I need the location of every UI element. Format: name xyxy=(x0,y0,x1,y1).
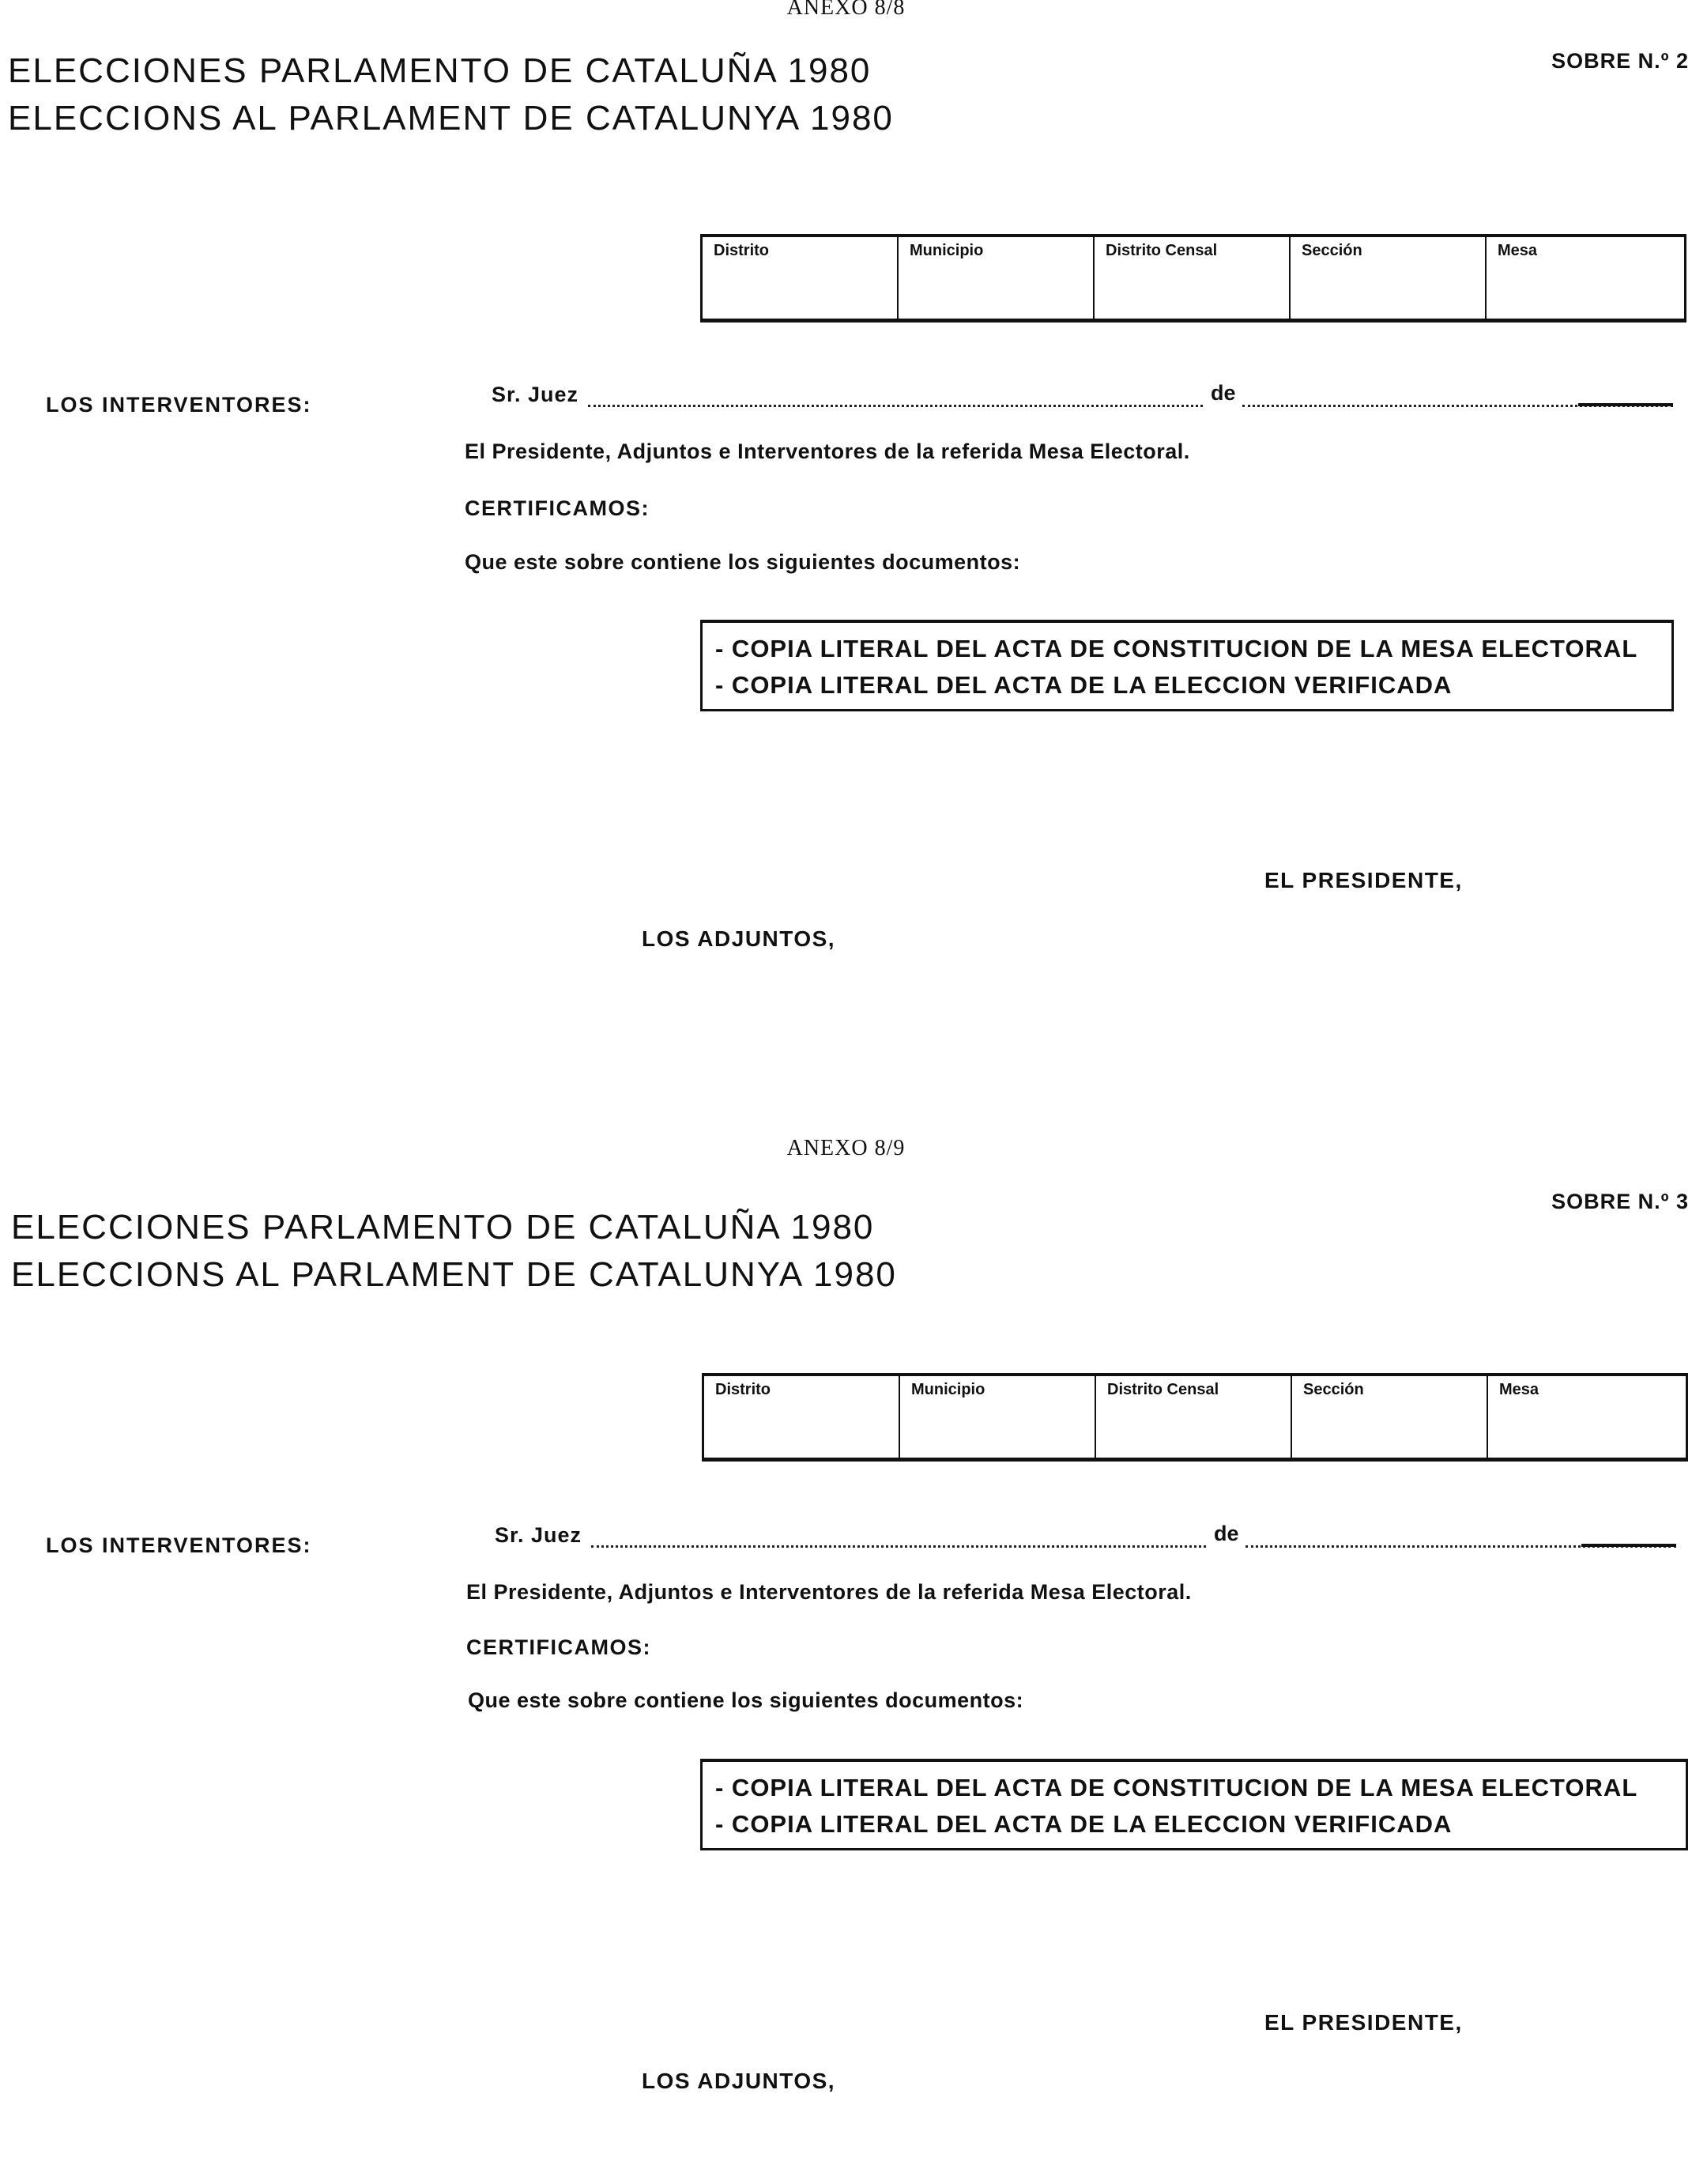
form-title xyxy=(11,1204,897,1299)
juez-blank-line xyxy=(588,405,1203,407)
field-distrito-censal: Distrito Censal xyxy=(1095,237,1291,319)
certificamos: CERTIFICAMOS: xyxy=(466,1635,651,1659)
de-blank-line xyxy=(1245,1545,1676,1548)
juez-label: Sr. Juez xyxy=(495,1523,582,1547)
document-item: - COPIA LITERAL DEL ACTA DE CONSTITUCION DE LA MESA ELECTORAL xyxy=(715,1774,1638,1801)
title-line-catalan: ELECCIONS AL PARLAMENT DE CATALUNYA 1980 xyxy=(11,1255,897,1294)
de-label: de xyxy=(1211,381,1236,405)
anexo-label: ANEXO 8/8 xyxy=(786,0,906,20)
sobre-number: SOBRE N.º 2 xyxy=(1551,49,1689,73)
de-label: de xyxy=(1214,1522,1239,1545)
field-mesa: Mesa xyxy=(1499,1381,1539,1398)
title-line-spanish: ELECCIONES PARLAMENTO DE CATALUÑA 1980 xyxy=(11,1208,875,1247)
interventores-label: LOS INTERVENTORES: xyxy=(46,393,312,417)
juez-row xyxy=(492,383,1677,414)
juez-blank-line xyxy=(591,1545,1206,1548)
president-line: El Presidente, Adjuntos e Interventores de la referida Mesa Electoral. xyxy=(465,439,1190,463)
adjuntos-signature-label: LOS ADJUNTOS, xyxy=(642,2069,836,2093)
presidente-signature-label: EL PRESIDENTE, xyxy=(1264,868,1463,892)
title-line-catalan: ELECCIONS AL PARLAMENT DE CATALUNYA 1980 xyxy=(8,99,894,138)
contents-line: Que este sobre contiene los siguientes documentos: xyxy=(465,550,1021,574)
presidente-signature-label: EL PRESIDENTE, xyxy=(1264,2010,1463,2035)
identification-table xyxy=(700,234,1686,323)
certificamos: CERTIFICAMOS: xyxy=(465,496,650,520)
juez-row xyxy=(495,1523,1680,1555)
contents-line: Que este sobre contiene los siguientes documentos: xyxy=(468,1688,1024,1712)
field-distrito: Distrito xyxy=(704,1376,900,1458)
identification-table xyxy=(702,1373,1688,1462)
adjuntos-signature-label: LOS ADJUNTOS, xyxy=(642,926,836,951)
form-anexo-8-8 xyxy=(0,0,1692,1043)
documents-box xyxy=(700,1759,1688,1850)
title-line-spanish: ELECCIONES PARLAMENTO DE CATALUÑA 1980 xyxy=(8,51,872,90)
anexo-label: ANEXO 8/9 xyxy=(786,1136,906,1160)
president-line: El Presidente, Adjuntos e Interventores de la referida Mesa Electoral. xyxy=(466,1580,1192,1604)
form-anexo-8-9 xyxy=(0,1136,1692,2184)
field-mesa: Mesa xyxy=(1498,242,1538,259)
de-blank-line xyxy=(1242,405,1673,407)
form-title xyxy=(8,47,894,142)
field-municipio: Municipio xyxy=(900,1376,1096,1458)
documents-box xyxy=(700,620,1674,711)
document-item: - COPIA LITERAL DEL ACTA DE CONSTITUCION DE LA MESA ELECTORAL xyxy=(715,635,1638,662)
sobre-number: SOBRE N.º 3 xyxy=(1551,1190,1689,1213)
field-seccion: Sección xyxy=(1292,1376,1488,1458)
document-item: - COPIA LITERAL DEL ACTA DE LA ELECCION VERIFICADA xyxy=(715,1810,1453,1838)
field-distrito: Distrito xyxy=(703,237,899,319)
field-distrito-censal: Distrito Censal xyxy=(1096,1376,1292,1458)
field-seccion: Sección xyxy=(1291,237,1487,319)
interventores-label: LOS INTERVENTORES: xyxy=(46,1533,312,1557)
field-municipio: Municipio xyxy=(899,237,1095,319)
document-item: - COPIA LITERAL DEL ACTA DE LA ELECCION VERIFICADA xyxy=(715,671,1453,699)
juez-label: Sr. Juez xyxy=(492,383,579,406)
